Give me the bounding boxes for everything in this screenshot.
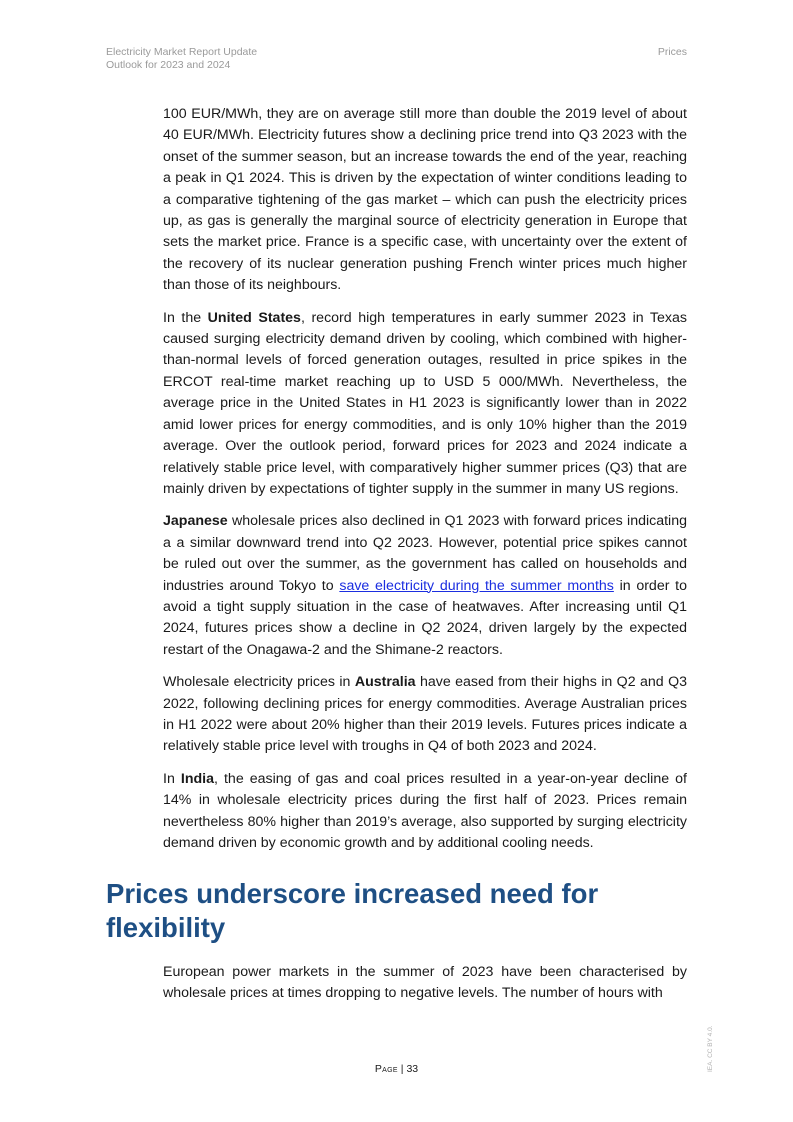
report-title: Electricity Market Report Update (106, 46, 258, 58)
country-name: United States (207, 309, 301, 326)
section-heading: Prices underscore increased need for flexibility (106, 878, 599, 943)
paragraph-text: in order to avoid a tight supply situation in the case of heatwaves. After increasing until Q1 2024, futures prices show a decline in Q2 2024, driven largely by the expected restart of the Onagawa-2 and the Shimane-2 reactors. (163, 577, 687, 658)
running-header-section: Prices (657, 46, 687, 58)
country-name: Australia (354, 674, 416, 691)
license-note: IEA. CC BY 4.0. (707, 1025, 714, 1072)
page-separator: | (400, 1063, 404, 1075)
country-name: India (180, 770, 214, 787)
paragraph-text: , record high temperatures in early summer 2023 in Texas caused surging electricity demand driven by cooling, which combined with higher-than-normal levels of forced generation outages, resulted in price spikes in the ERCOT real-time market reaching up to USD 5 000/MWh. Nevertheless, the average price in the United States in H1 2023 is significantly lower than in 2022 amid lower prices for energy commodities, and is only 10% higher than the 2019 average. Over the outlook period, forward prices for 2023 and 2024 indicate a relatively stable price level, with comparatively higher summer prices (Q3) that are mainly driven by expectations of tighter supply in the summer in many US regions. (163, 309, 687, 497)
body-text-lower (163, 962, 687, 1016)
paragraph-japan (163, 511, 687, 661)
page-label: Page (374, 1063, 398, 1075)
paragraph-negative-prices: European power markets in the summer of 2023 have been characterised by wholesale prices at times dropping to negative levels. The number of hours with (163, 964, 687, 1002)
paragraph-text: , the easing of gas and coal prices resulted in a year-on-year decline of 14% in wholesale electricity prices during the first half of 2023. Prices remain nevertheless 80% higher than 2019’s average, also supported by surging electricity demand driven by economic growth and by additional cooling needs. (163, 770, 687, 851)
paragraph-europe: 100 EUR/MWh, they are on average still more than double the 2019 level of about 40 EUR/MWh. Electricity futures show a declining price trend into Q3 2023 with the onset of the summer season, but an increase towards the end of the year, reaching a peak in Q1 2024. This is driven by the expectation of winter conditions leading to a comparative tightening of the gas market – which can push the electricity prices up, as gas is generally the marginal source of electricity generation in Europe that sets the market price. France is a specific case, with uncertainty over the extent of the recovery of its nuclear generation pushing French winter prices much higher than those of its neighbours. (163, 106, 687, 294)
paragraph-text: have eased from their highs in Q2 and Q3 2022, following declining prices for energy commodities. Average Australian prices in H1 2022 were about 20% higher than their 2019 levels. Futures prices indicate a relatively stable price level with troughs in Q4 of both 2023 and 2024. (163, 674, 687, 755)
paragraph-india (163, 769, 687, 855)
page-footer (0, 1063, 793, 1075)
paragraph-text: In the (163, 309, 208, 326)
save-electricity-link[interactable]: save electricity during the summer months (339, 577, 614, 594)
paragraph-united-states (163, 308, 687, 501)
paragraph-text: In (163, 770, 181, 787)
paragraph-text: Wholesale electricity prices in (163, 674, 355, 691)
country-name: Japanese (163, 513, 228, 530)
report-subtitle: Outlook for 2023 and 2024 (106, 59, 231, 71)
body-text-upper (163, 104, 687, 865)
page-number: 33 (406, 1063, 419, 1075)
running-header-left (106, 46, 257, 72)
paragraph-australia (163, 672, 687, 758)
paragraph-text: wholesale prices also declined in Q1 2023 with forward prices indicating a a similar downward trend into Q2 2023. However, potential price spikes cannot be ruled out over the summer, as the government has called on households and industries around Tokyo to (163, 513, 687, 594)
